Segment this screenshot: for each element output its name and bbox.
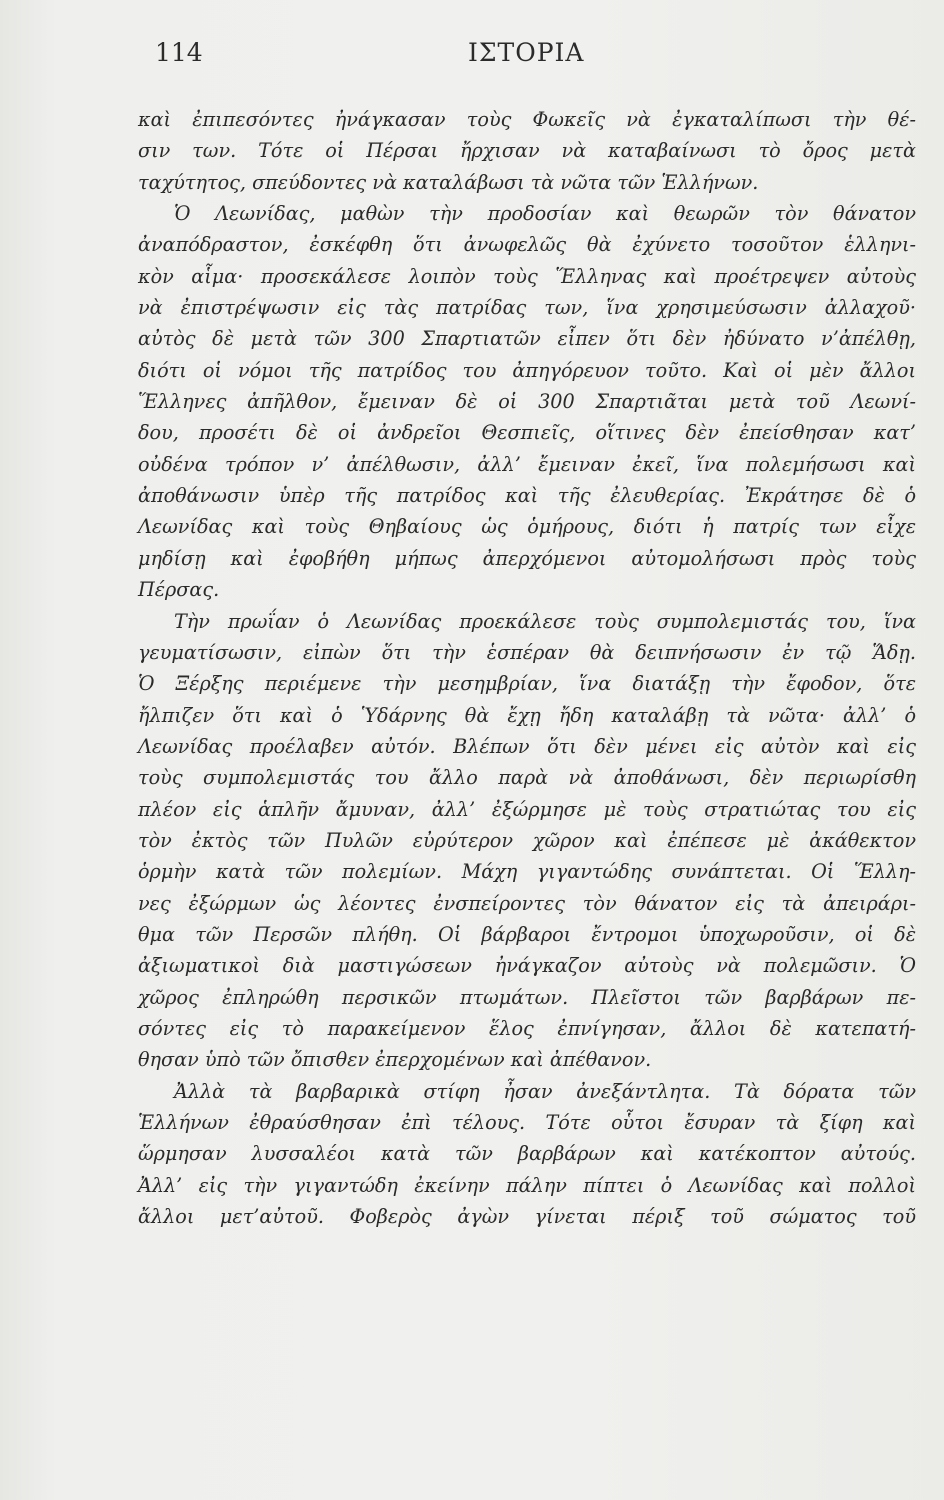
text-line: Ὁ Ξέρξης περιέμενε τὴν μεσημβρίαν, ἵνα διατάξῃ τὴν ἔφοδον, ὅτε	[138, 672, 916, 696]
text-line: Λεωνίδας προέλαβεν αὐτόν. Βλέπων ὅτι δὲν μένει εἰς αὐτὸν καὶ εἰς	[138, 734, 916, 758]
text-line: ταχύτητος, σπεύδοντες νὰ καταλάβωσι τὰ νῶτα τῶν Ἑλλήνων.	[138, 170, 759, 194]
text-line: Ὁ Λεωνίδας, μαθὼν τὴν προδοσίαν καὶ θεωρῶν τὸν θάνατον	[174, 202, 916, 226]
text-line: σόντες εἰς τὸ παρακείμενον ἕλος ἐπνίγησαν, ἄλλοι δὲ κατεπατή-	[138, 1016, 916, 1040]
page-number: 114	[155, 38, 203, 67]
text-line: χῶρος ἐπληρώθη περσικῶν πτωμάτων. Πλεῖστοι τῶν βαρβάρων πε-	[138, 985, 916, 1009]
text-line: τὸν ἐκτὸς τῶν Πυλῶν εὐρύτερον χῶρον καὶ ἐπέπεσε μὲ ἀκάθεκτον	[138, 828, 916, 852]
text-line: Ἑλλήνων ἐθραύσθησαν ἐπὶ τέλους. Τότε οὗτοι ἔσυραν τὰ ξίφη καὶ	[138, 1111, 916, 1134]
text-line: Τὴν πρωΐαν ὁ Λεωνίδας προεκάλεσε τοὺς συμπολεμιστάς του, ἵνα	[174, 609, 916, 633]
text-line: κὸν αἷμα· προσεκάλεσε λοιπὸν τοὺς Ἕλληνας καὶ προέτρεψεν αὐτοὺς	[138, 264, 916, 288]
text-line: δου, προσέτι δὲ οἱ ἀνδρεῖοι Θεσπιεῖς, οἵτινες δὲν ἐπείσθησαν κατ’	[138, 421, 916, 445]
text-line: γευματίσωσιν, εἰπὼν ὅτι τὴν ἑσπέραν θὰ δειπνήσωσιν ἐν τῷ Ἅδῃ.	[138, 640, 916, 664]
text-line: ἀποθάνωσιν ὑπὲρ τῆς πατρίδος καὶ τῆς ἐλευθερίας. Ἐκράτησε δὲ ὁ	[138, 484, 916, 508]
text-line: Ἀλλὰ τὰ βαρβαρικὰ στίφη ἦσαν ἀνεξάντλητα. Τὰ δόρατα τῶν	[174, 1079, 916, 1103]
paragraph	[138, 606, 916, 1076]
text-line: ἀξιωματικοὶ διὰ μαστιγώσεων ἠνάγκαζον αὐτοὺς νὰ πολεμῶσιν. Ὁ	[138, 954, 916, 978]
text-line: τοὺς συμπολεμιστάς του ἄλλο παρὰ νὰ ἀποθάνωσι, δὲν περιωρίσθη	[138, 766, 916, 790]
text-line: ὁρμὴν κατὰ τῶν πολεμίων. Μάχη γιγαντώδης συνάπτεται. Οἱ Ἕλλη-	[138, 860, 916, 884]
text-line: ἄλλοι μετ’αὐτοῦ. Φοβερὸς ἀγὼν γίνεται πέριξ τοῦ σώματος τοῦ	[138, 1205, 916, 1229]
text-line: μηδίσῃ καὶ ἐφοβήθη μήπως ἀπερχόμενοι αὐτομολήσωσι πρὸς τοὺς	[138, 546, 916, 570]
text-line: σιν των. Τότε οἱ Πέρσαι ἤρχισαν νὰ καταβαίνωσι τὸ ὄρος μετὰ	[138, 139, 916, 163]
text-line: ὥρμησαν λυσσαλέοι κατὰ τῶν βαρβάρων καὶ κατέκοπτον αὐτούς.	[138, 1142, 916, 1166]
body-text	[138, 104, 916, 1232]
paragraph	[138, 104, 916, 198]
text-line: νες ἐξώρμων ὡς λέοντες ἐνσπείροντες τὸν θάνατον εἰς τὰ ἀπειράρι-	[138, 891, 916, 915]
text-line: θμα τῶν Περσῶν πλήθη. Οἱ βάρβαροι ἔντρομοι ὑποχωροῦσιν, οἱ δὲ	[138, 922, 916, 946]
text-line: καὶ ἐπιπεσόντες ἠνάγκασαν τοὺς Φωκεῖς νὰ ἐγκαταλίπωσι τὴν θέ-	[138, 108, 916, 131]
text-line: θησαν ὑπὸ τῶν ὄπισθεν ἐπερχομένων καὶ ἀπέθανον.	[138, 1048, 652, 1072]
text-line: Ἕλληνες ἀπῆλθον, ἔμειναν δὲ οἱ 300 Σπαρτιᾶται μετὰ τοῦ Λεωνί-	[138, 390, 916, 414]
text-line: νὰ ἐπιστρέψωσιν εἰς τὰς πατρίδας των, ἵνα χρησιμεύσωσιν ἀλλαχοῦ·	[138, 296, 916, 320]
paragraph	[138, 1076, 916, 1233]
text-line: πλέον εἰς ἁπλῆν ἄμυναν, ἀλλ’ ἐξώρμησε μὲ τοὺς στρατιώτας του εἰς	[138, 797, 916, 821]
text-line: Πέρσας.	[138, 578, 220, 602]
text-line: οὐδένα τρόπον ν’ ἀπέλθωσιν, ἀλλ’ ἔμειναν ἐκεῖ, ἵνα πολεμήσωσι καὶ	[138, 452, 916, 476]
text-line: ἀναπόδραστον, ἐσκέφθη ὅτι ἀνωφελῶς θὰ ἐχύνετο τοσοῦτον ἑλληνι-	[138, 233, 916, 257]
text-line: Ἀλλ’ εἰς τὴν γιγαντώδη ἐκείνην πάλην πίπτει ὁ Λεωνίδας καὶ πολλοὶ	[138, 1173, 916, 1197]
running-head: ΙΣΤΟΡΙΑ	[468, 38, 585, 67]
text-line: αὐτὸς δὲ μετὰ τῶν 300 Σπαρτιατῶν εἶπεν ὅτι δὲν ἠδύνατο ν’ἀπέλθῃ,	[138, 327, 916, 351]
paragraph	[138, 198, 916, 605]
text-line: Λεωνίδας καὶ τοὺς Θηβαίους ὡς ὁμήρους, διότι ἡ πατρίς των εἶχε	[138, 515, 916, 539]
text-line: ἤλπιζεν ὅτι καὶ ὁ Ὑδάρνης θὰ ἔχῃ ἤδη καταλάβῃ τὰ νῶτα· ἀλλ’ ὁ	[138, 703, 916, 727]
text-line: διότι οἱ νόμοι τῆς πατρίδος του ἀπηγόρευον τοῦτο. Καὶ οἱ μὲν ἄλλοι	[138, 358, 916, 382]
